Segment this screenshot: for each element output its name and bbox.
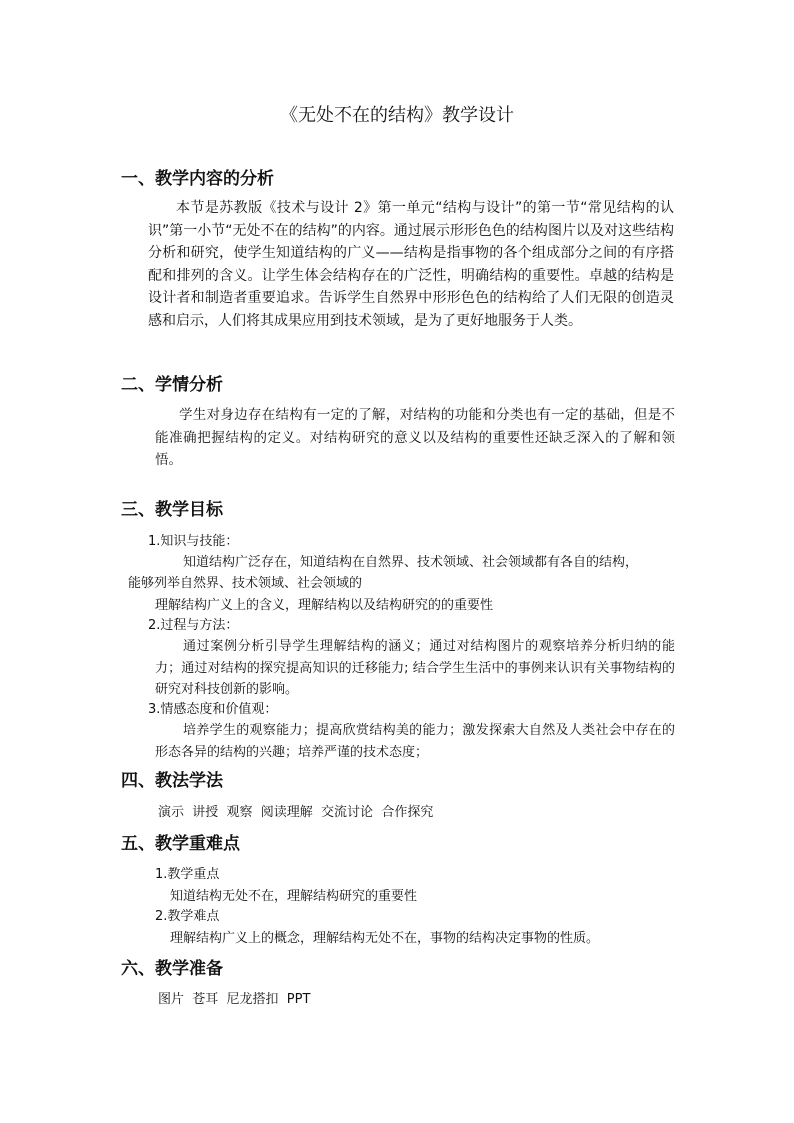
objective-2-paragraph: 通过案例分析引导学生理解结构的涵义；通过对结构图片的观察培养分析归纳的能力；通过对结构的探究提高知识的迁移能力; 结合学生生活中的事例来认识有关事物结构的研究对科技创新的影响。 (155, 639, 675, 697)
section-2-paragraph: 学生对身边存在结构有一定的了解，对结构的功能和分类也有一定的基础，但是不能准确把握结构的定义。对结构研究的意义以及结构的重要性还缺乏深入的了解和领悟。 (155, 407, 675, 468)
section-1-paragraph: 本节是苏教版《技术与设计 2》第一单元“结构与设计”的第一节“常见结构的认识”第一小节“无处不在的结构”的内容。通过展示形形色色的结构图片以及对这些结构分析和研究，使学生知道结构的广义——结构是指事物的各个组成部分之间的有序搭配和排列的含义。让学生体会结构存在的广泛性，明确结构的重要性。卓越的结构是设计者和制造者重要追求。告诉学生自然界中形形色色的结构给了人们无限的创造灵感和启示，人们将其成果应用到技术领域，是为了更好地服务于人类。 (148, 200, 674, 329)
key-point-text: 知道结构无处不在，理解结构研究的重要性 (170, 889, 418, 904)
objective-2-label: 2.过程与方法： (148, 618, 239, 633)
section-3-heading: 三、教学目标 (121, 500, 223, 520)
section-6-heading: 六、教学准备 (121, 959, 223, 979)
section-2-heading: 二、学情分析 (121, 375, 223, 395)
objective-3-paragraph: 培养学生的观察能力；提高欣赏结构美的能力；激发探索大自然及人类社会中存在的形态各异的结构的兴趣；培养严谨的技术态度； (155, 723, 675, 760)
difficulty-text: 理解结构广义上的概念，理解结构无处不在，事物的结构决定事物的性质。 (170, 931, 600, 946)
section-1-heading: 一、教学内容的分析 (121, 169, 274, 189)
objective-3-label: 3.情感态度和价值观： (148, 702, 278, 717)
objective-1-line-1: 知道结构广泛存在，知道结构在自然界、技术领域、社会领域都有各自的结构， (183, 555, 639, 570)
objective-1-label: 1.知识与技能： (148, 534, 239, 549)
methods-list: 演示 讲授 观察 阅读理解 交流讨论 合作探究 (158, 805, 434, 820)
key-point-label: 1.教学重点 (155, 867, 220, 882)
objective-1-line-2: 能够列举自然界、技术领域、社会领域的 (128, 576, 363, 591)
document-title: 《无处不在的结构》教学设计 (280, 105, 514, 126)
section-4-heading: 四、教法学法 (121, 771, 223, 791)
difficulty-label: 2.教学难点 (155, 909, 220, 924)
section-5-heading: 五、教学重难点 (121, 834, 240, 854)
preparation-list: 图片 苍耳 尼龙搭扣 PPT (158, 992, 311, 1007)
objective-1-line-3: 理解结构广义上的含义，理解结构以及结构研究的的重要性 (155, 598, 494, 613)
